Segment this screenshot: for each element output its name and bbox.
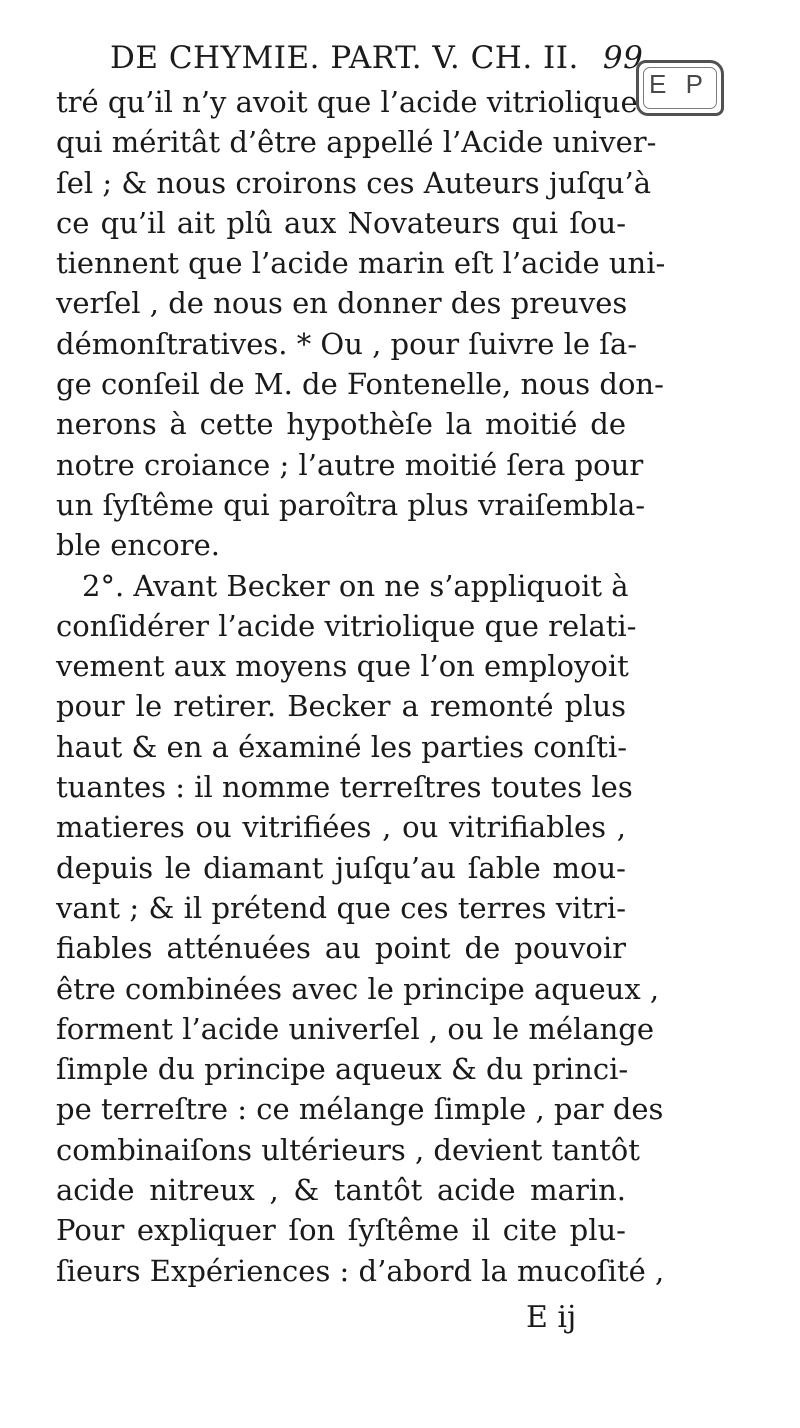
text-line: ce qu’il ait plû aux Novateurs qui ſou- <box>56 205 626 240</box>
text-line: forment l’acide univerſel , ou le mélange <box>56 1011 655 1046</box>
text-line: ſimple du principe aqueux & du princi- <box>56 1052 629 1087</box>
text-line: ge conſeil de M. de Fontenelle, nous don- <box>56 367 664 402</box>
running-head <box>110 40 643 76</box>
body-text <box>56 82 666 1291</box>
text-line: tré qu’il n’y avoit que l’acide vitriolique <box>56 85 638 119</box>
text-line: conſidérer l’acide vitriolique que relati- <box>56 608 637 643</box>
text-line: fiables atténuées au point de pouvoir <box>56 931 626 966</box>
text-line: Pour expliquer ſon ſyſtême il cite plu- <box>56 1213 626 1248</box>
page-number: 99 <box>602 40 644 76</box>
stamp-letters: E P <box>649 69 709 99</box>
text-line: acide nitreux , & tantôt acide marin. <box>56 1173 626 1208</box>
text-line: vement aux moyens que l’on employoit <box>56 649 629 684</box>
text-line: ble encore. <box>56 528 221 563</box>
text-line: verſel , de nous en donner des preuves <box>56 286 628 321</box>
text-line: pour le retirer. Becker a remonté plus <box>56 689 626 724</box>
text-line: 2°. Avant Becker on ne s’appliquoit à <box>82 568 629 603</box>
text-line: ſel ; & nous croirons ces Auteurs juſqu’à <box>56 165 651 200</box>
library-stamp-icon <box>636 60 724 116</box>
text-line: pe terreſtre : ce mélange ſimple , par des <box>56 1092 664 1127</box>
text-line: tuantes : il nomme terreſtres toutes les <box>56 770 633 805</box>
text-line: être combinées avec le principe aqueux , <box>56 971 660 1006</box>
text-line: démonſtratives. * Ou , pour ſuivre le ſa- <box>56 326 638 361</box>
text-line: depuis le diamant juſqu’au ſable mou- <box>56 850 626 885</box>
text-line: qui méritât d’être appellé l’Acide univer- <box>56 125 657 160</box>
text-line: tiennent que l’acide marin eſt l’acide uni- <box>56 246 666 281</box>
text-line: nerons à cette hypothèſe la moitié de <box>56 407 626 442</box>
text-line: matieres ou vitrifiées , ou vitrifiables , <box>56 810 626 845</box>
text-line: ſieurs Expériences : d’abord la mucoſité , <box>56 1253 665 1288</box>
text-line: notre croiance ; l’autre moitié ſera pour <box>56 447 644 482</box>
text-line: vant ; & il prétend que ces terres vitri- <box>56 890 626 925</box>
text-line: un ſyſtême qui paroîtra plus vraiſembla- <box>56 487 646 522</box>
text-line: combinaiſons ultérieurs , devient tantôt <box>56 1132 640 1167</box>
text-line: haut & en a éxaminé les parties conſti- <box>56 729 628 764</box>
running-head-title: DE CHYMIE. PART. V. CH. II. <box>110 40 579 76</box>
signature-mark: E ij <box>526 1300 577 1335</box>
